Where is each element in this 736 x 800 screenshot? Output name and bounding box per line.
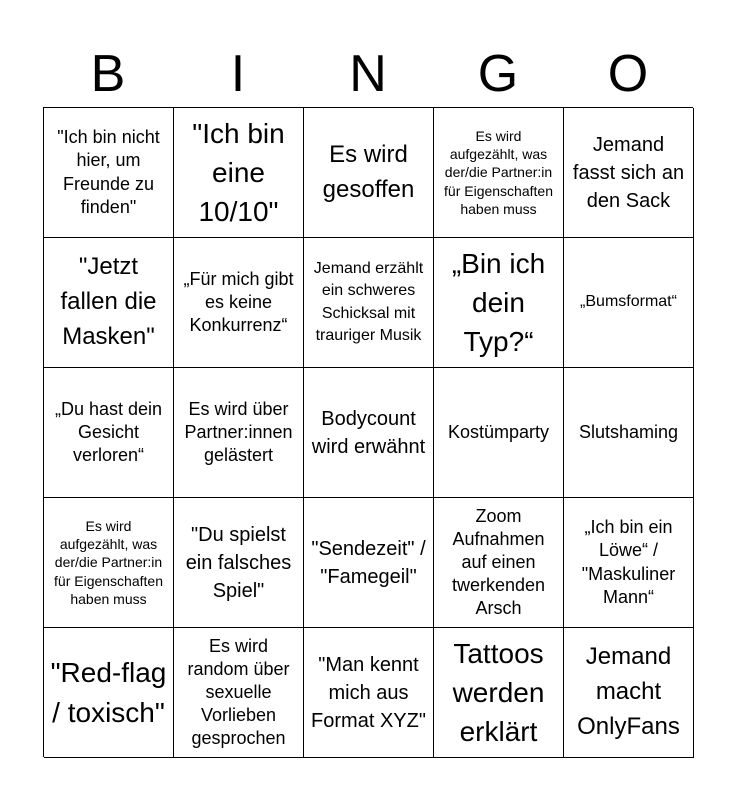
bingo-cell-text: Es wird aufgezählt, was der/die Partner:in für Eigenschaften haben muss [54,518,163,607]
bingo-cell-r2c1[interactable] [44,238,174,368]
bingo-cell-text: „Bumsformat“ [580,293,677,311]
bingo-cell-r1c3[interactable] [304,108,434,238]
bingo-cell-r3c3[interactable] [304,368,434,498]
bingo-cell-text: Es wird random über sexuelle Vorlieben gesprochen [187,635,290,749]
bingo-cell-r5c4[interactable] [434,628,564,758]
bingo-cell-r1c5[interactable] [564,108,694,238]
bingo-cell-text: „Für mich gibt es keine Konkurrenz“ [183,268,294,336]
bingo-cell-r2c2[interactable] [174,238,304,368]
bingo-cell-text: "Jetzt fallen die Masken" [60,253,157,350]
bingo-header [43,40,693,108]
bingo-cell-r4c4[interactable] [434,498,564,628]
bingo-cell-text: „Bin ich dein Typ?“ [451,247,546,358]
bingo-cell-r1c1[interactable] [44,108,174,238]
bingo-cell-text: Es wird gesoffen [322,140,415,203]
bingo-cell-text: Bodycount wird erwähnt [311,407,426,458]
bingo-cell-r4c5[interactable] [564,498,694,628]
bingo-cell-text: "Man kennt mich aus Format XYZ" [311,653,426,732]
bingo-cell-r4c1[interactable] [44,498,174,628]
bingo-cell-text: "Ich bin eine 10/10" [192,117,285,228]
bingo-cell-text: Kostümparty [447,421,550,442]
bingo-cell-r3c1[interactable] [44,368,174,498]
header-letter-o: O [607,45,649,103]
bingo-cell-text: Jemand erzählt ein schweres Schicksal mit trauriger Musik [313,259,424,344]
bingo-cell-text: „Du hast dein Gesicht verloren“ [54,398,163,466]
bingo-cell-text: Zoom Aufnahmen auf einen twerkenden Arsch [451,505,546,619]
bingo-cell-text: Jemand fasst sich an den Sack [572,133,685,212]
bingo-cell-r3c2[interactable] [174,368,304,498]
bingo-cell-r5c2[interactable] [174,628,304,758]
bingo-grid [43,107,693,757]
bingo-cell-r2c3[interactable] [304,238,434,368]
header-letter-i: I [230,45,246,103]
header-letter-g: G [477,45,519,103]
bingo-cell-r5c1[interactable] [44,628,174,758]
bingo-cell-text: "Du spielst ein falsches Spiel" [185,523,292,602]
bingo-cell-r2c5[interactable] [564,238,694,368]
bingo-cell-text: „Ich bin ein Löwe“ / "Maskuliner Mann“ [581,517,676,607]
header-letter-b: B [90,45,126,103]
bingo-cell-r2c4[interactable] [434,238,564,368]
bingo-cell-text: Es wird aufgezählt, was der/die Partner:in für Eigenschaften haben muss [444,128,553,217]
bingo-cell-r5c3[interactable] [304,628,434,758]
bingo-cell-text: "Red-flag / toxisch" [50,657,167,728]
bingo-cell-text: Tattoos werden erklärt [452,637,545,748]
bingo-cell-r5c5[interactable] [564,628,694,758]
bingo-cell-r1c2[interactable] [174,108,304,238]
bingo-cell-r3c5[interactable] [564,368,694,498]
bingo-cell-r1c4[interactable] [434,108,564,238]
bingo-cell-r4c2[interactable] [174,498,304,628]
bingo-cell-text: "Sendezeit" / "Famegeil" [311,537,426,588]
bingo-cell-text: Jemand macht OnlyFans [577,643,680,740]
bingo-cell-text: Slutshaming [578,421,679,442]
bingo-cell-r3c4[interactable] [434,368,564,498]
bingo-cell-r4c3[interactable] [304,498,434,628]
bingo-cell-text: Es wird über Partner:innen gelästert [184,398,293,466]
header-letter-n: N [349,45,387,103]
bingo-cell-text: "Ich bin nicht hier, um Freunde zu finden" [57,127,160,217]
